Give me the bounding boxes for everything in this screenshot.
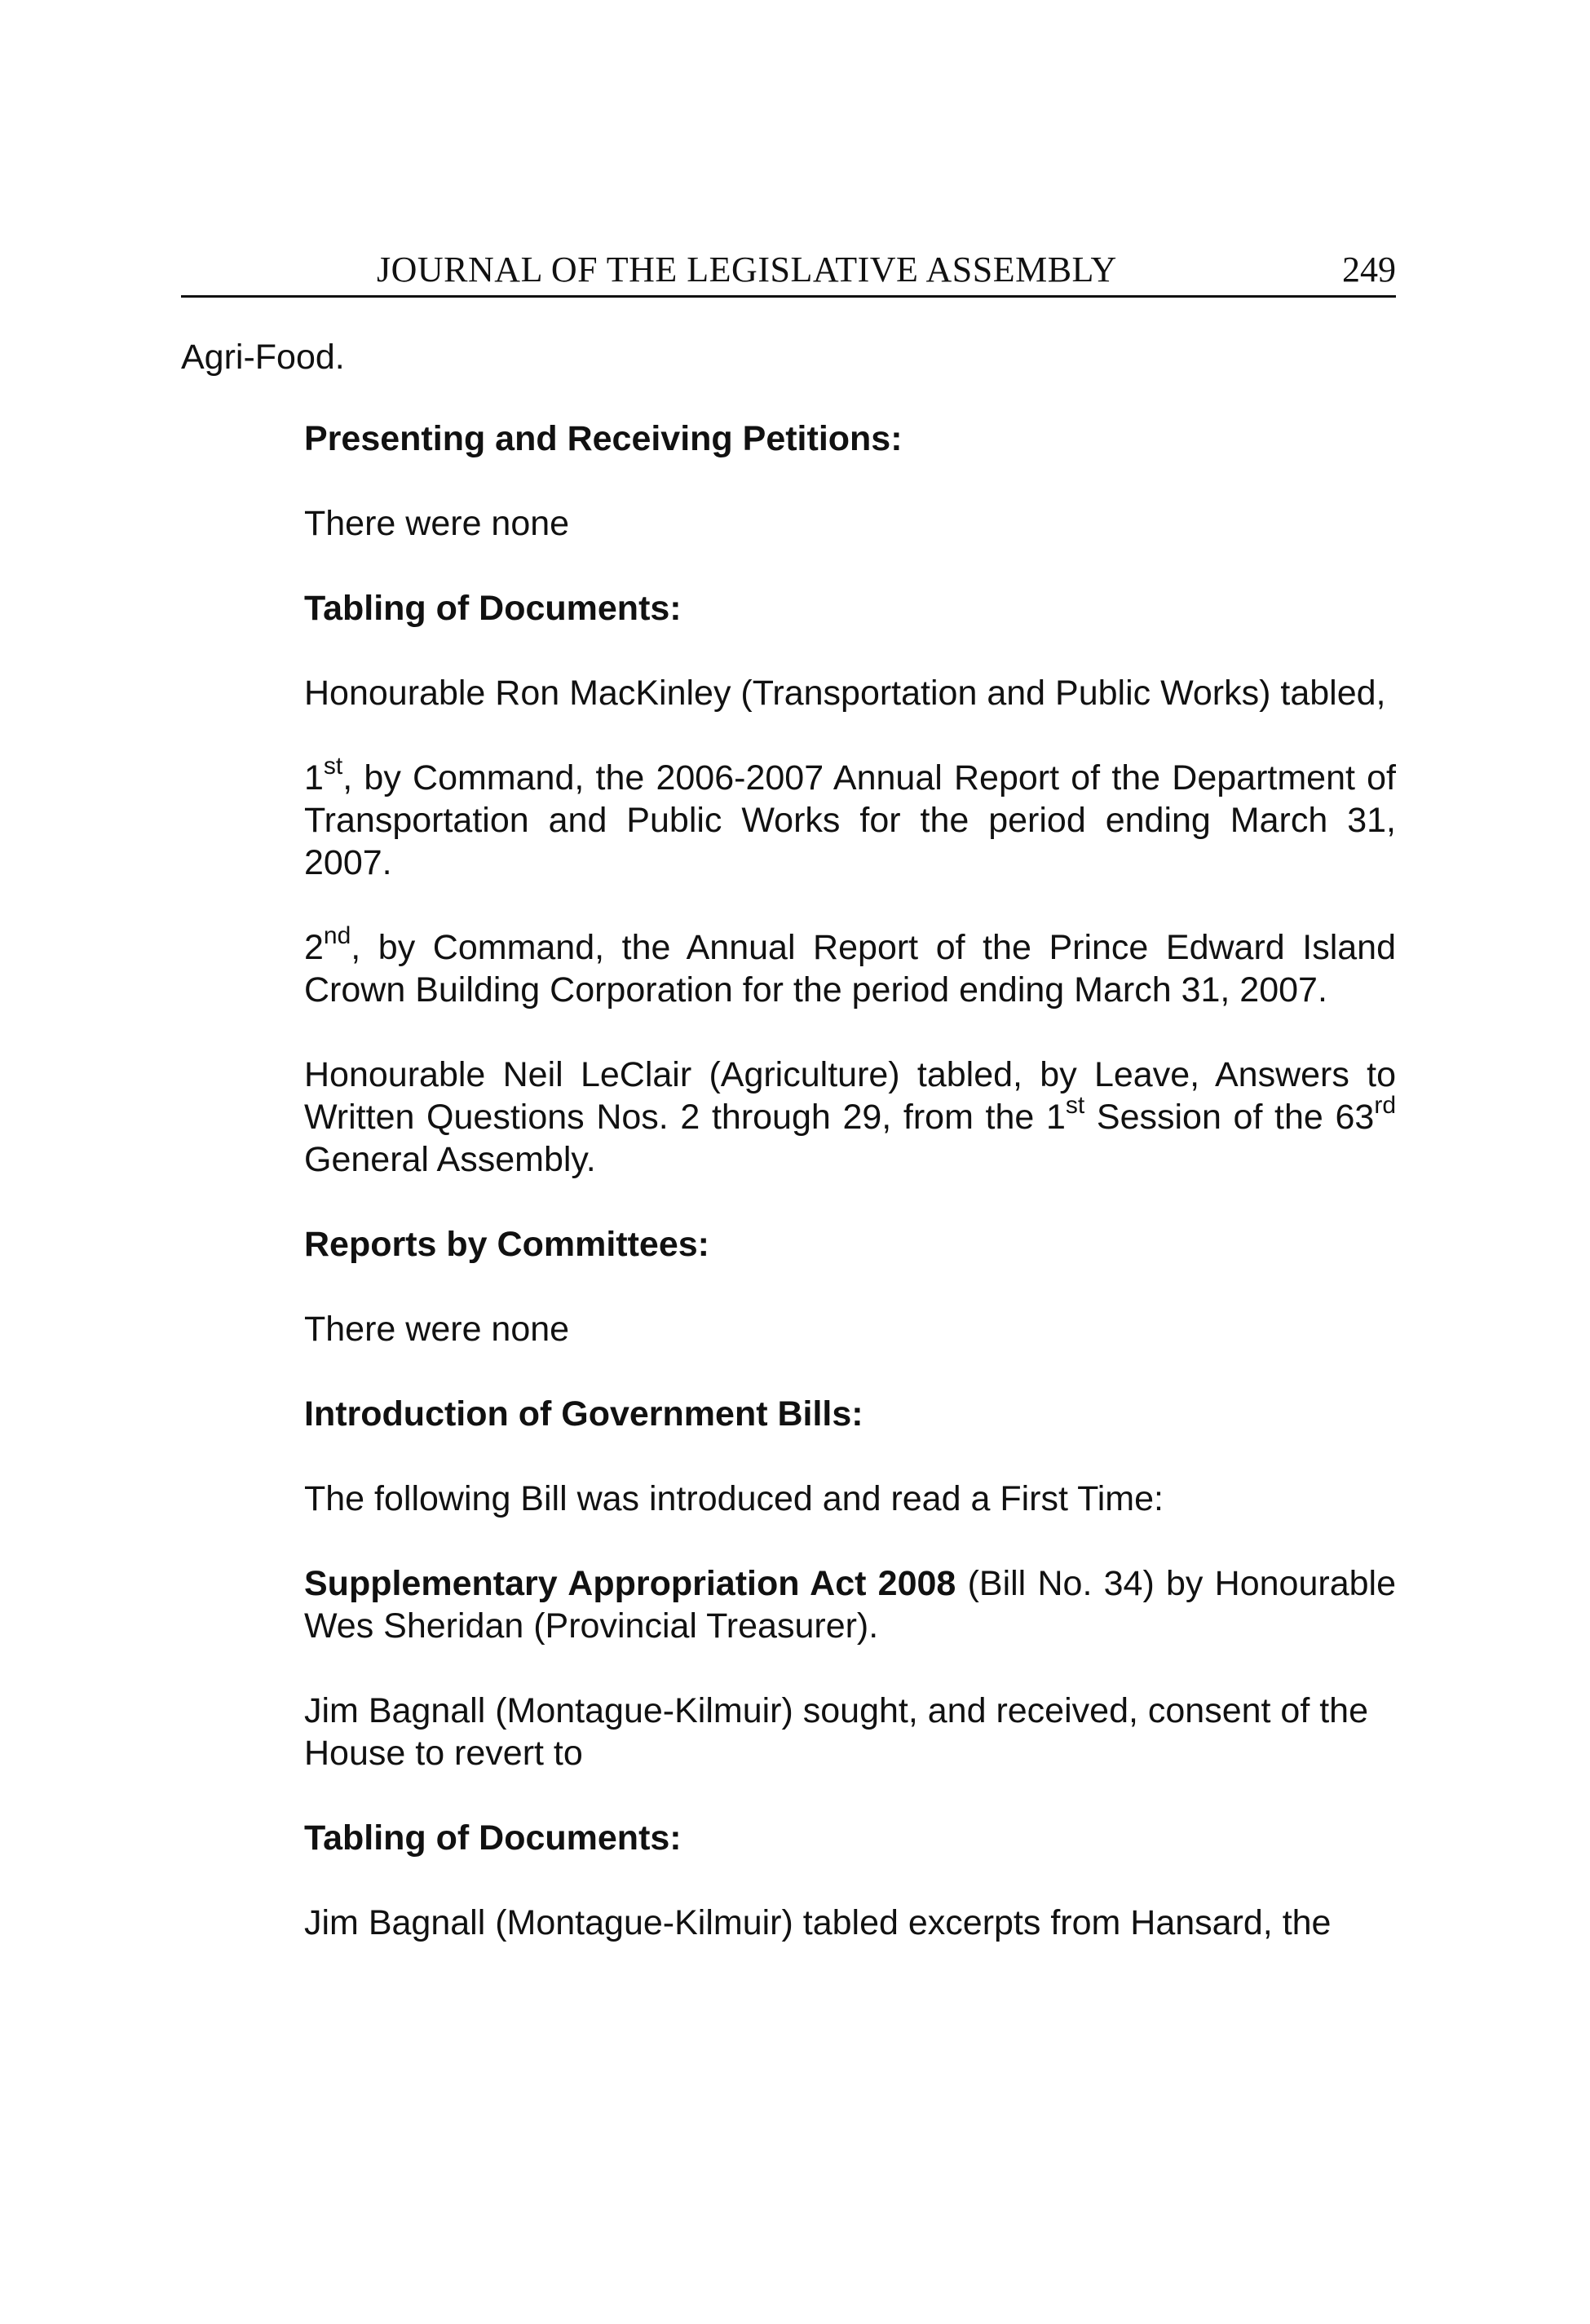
tabling-intro: Honourable Ron MacKinley (Transportation and Public Works) tabled,: [304, 674, 1386, 713]
item-2-text: , by Command, the Annual Report of the Prince Edward Island Crown Building Corporation for the period ending March 31, 2007.: [304, 928, 1396, 1010]
item-1-text: , by Command, the 2006-2007 Annual Report of the Department of Transportation and Public Works for the period ending March 31, 2007.: [304, 758, 1396, 882]
bill-details: (Bill No. 34) by Honourable Wes Sheridan (Provincial Treasurer).: [304, 1564, 1396, 1646]
continued-text: Agri-Food.: [181, 338, 345, 377]
item-2-ordinal: nd: [323, 921, 351, 949]
petitions-text: There were none: [304, 504, 570, 543]
leclair-text-b: Session of the 63: [1084, 1098, 1375, 1137]
tabled-item-1: [304, 752, 1396, 884]
journal-content: [304, 418, 1396, 1986]
item-1-number: 1: [304, 758, 324, 797]
leclair-tabling: [304, 1054, 1396, 1181]
leclair-ordinal-2: rd: [1374, 1091, 1397, 1119]
heading-reports-committees: Reports by Committees:: [304, 1225, 709, 1264]
page-number: 249: [1342, 250, 1396, 289]
bagnall-tabling: Jim Bagnall (Montague-Kilmuir) tabled excerpts from Hansard, the: [304, 1903, 1332, 1942]
leclair-text-a: Honourable Neil LeClair (Agriculture) tabled, by Leave, Answers to Written Questions Nos. 2 through 29, from the 1: [304, 1055, 1396, 1137]
running-header: [181, 245, 1396, 298]
heading-petitions: Presenting and Receiving Petitions:: [304, 419, 903, 458]
committees-text: There were none: [304, 1310, 570, 1349]
tabled-item-2: [304, 921, 1396, 1011]
bill-name: Supplementary Appropriation Act 2008: [304, 1564, 956, 1603]
item-2-number: 2: [304, 928, 324, 967]
bill-entry: [304, 1562, 1396, 1647]
leclair-text-c: General Assembly.: [304, 1140, 596, 1179]
revert-text: Jim Bagnall (Montague-Kilmuir) sought, and received, consent of the House to revert to: [304, 1691, 1369, 1773]
journal-title: JOURNAL OF THE LEGISLATIVE ASSEMBLY: [377, 250, 1117, 289]
item-1-ordinal: st: [323, 752, 343, 780]
heading-tabling-documents: Tabling of Documents:: [304, 589, 682, 628]
bills-intro: The following Bill was introduced and read a First Time:: [304, 1479, 1164, 1518]
heading-government-bills: Introduction of Government Bills:: [304, 1394, 863, 1434]
heading-tabling-documents-2: Tabling of Documents:: [304, 1818, 682, 1858]
leclair-ordinal-1: st: [1065, 1091, 1085, 1119]
